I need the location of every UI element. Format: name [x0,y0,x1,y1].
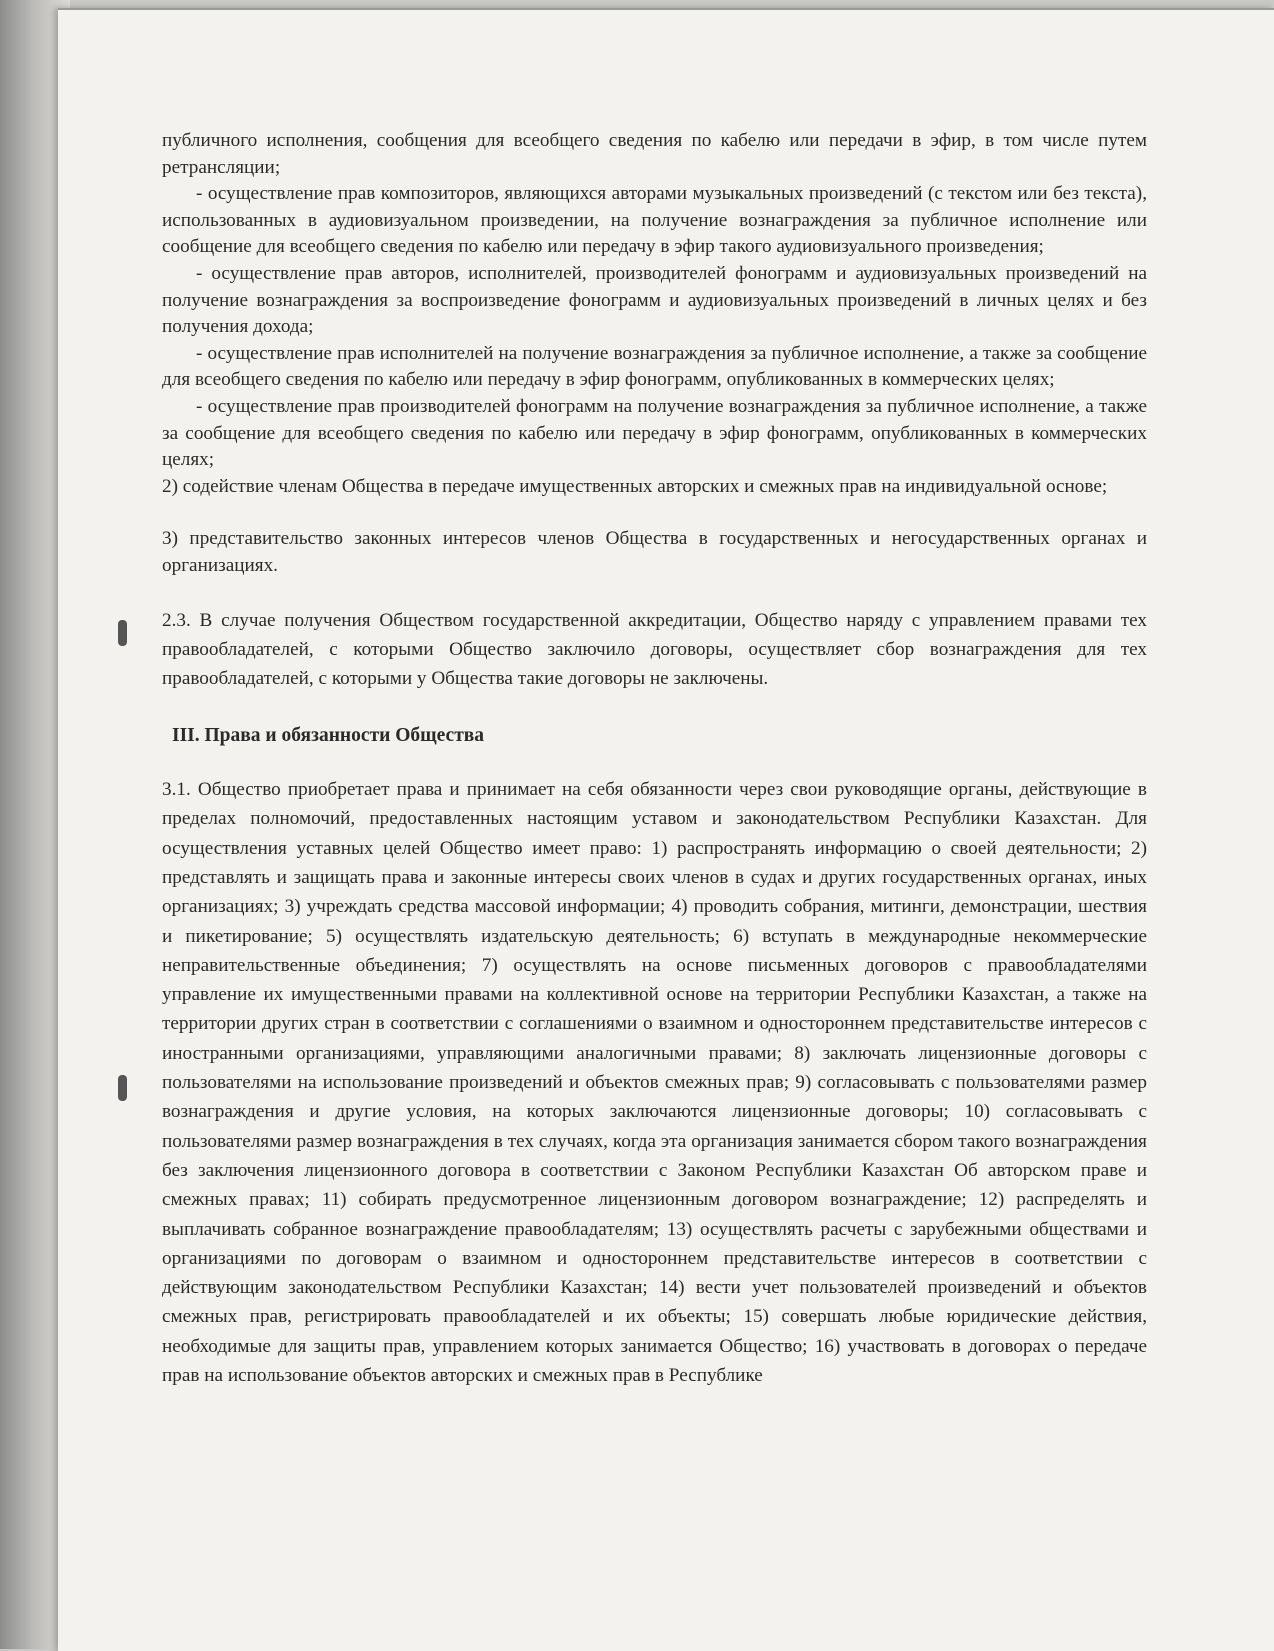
clause-2-3: 2.3. В случае получения Обществом государственной аккредитации, Общество наряду с управлением правами тех правообладателей, с которыми Общество заключило договоры, осуществляет сбор вознаграждения для тех правообладателей, с которыми у Общества такие договоры не заключены. [162,609,1147,689]
binding-hole-top [118,620,127,646]
list-item-performers-rights: - осуществление прав исполнителей на получение вознаграждения за публичное исполнение, а также за сообщение для всеобщего сведения по кабелю или передачу в эфир фонограмм, опубликованных в коммерческих целях; [162,342,1147,391]
list-item-composers-rights: - осуществление прав композиторов, являющихся авторами музыкальных произведений (с текстом или без текста), использованных в аудиовизуальном произведении, на получение вознаграждения за публичное исполнение или сообщение для всеобщего сведения по кабелю или передачу в эфир такого аудиовизуального произведения; [162,183,1147,258]
list-item-private-copying: - осуществление прав авторов, исполнителей, производителей фонограмм и аудиовизуальных произведений на получение вознаграждения за воспроизведение фонограмм и аудиовизуальных произведений в личных целях и без получения дохода; [162,262,1147,338]
item-2-assistance: 2) содействие членам Общества в передаче имущественных авторских и смежных прав на индивидуальной основе; [162,475,1108,497]
clause-3-1: 3.1. Общество приобретает права и принимает на себя обязанности через свои руководящие органы, действующие в пределах полномочий, предоставленных настоящим уставом и законодательством Республики Казахстан. Для осуществления уставных целей Общество имеет право: 1) распространять информацию о своей деятельности; 2) представлять и защищать права и законные интересы своих членов в судах и других государственных органах, иных организациях; 3) учреждать средства массовой информации; 4) проводить собрания, митинги, демонстрации, шествия и пикетирование; 5) осуществлять издательскую деятельность; 6) вступать в международные некоммерческие неправительственные объединения; 7) осуществлять на основе письменных договоров с правообладателями управление их имущественными правами на коллективной основе на территории Республики Казахстан, а также на территории других стран в соответствии с соглашениями о взаимном и одностороннем представительстве интересов с иностранными организациями, управляющими аналогичными правами; 8) заключать лицензионные договоры с пользователями на использование произведений и объектов смежных прав; 9) согласовывать с пользователями размер вознаграждения и другие условия, на которых заключаются лицензионные договоры; 10) согласовывать с пользователями размер вознаграждения в тех случаях, когда эта организация занимается сбором такого вознаграждения без заключения лицензионного договора в соответствии с Законом Республики Казахстан Об авторском праве и смежных правах; 11) собирать предусмотренное лицензионным договором вознаграждение; 12) распределять и выплачивать собранное вознаграждение правообладателям; 13) осуществлять расчеты с зарубежными обществами и организациями по договорам о взаимном и одностороннем представительстве интересов в соответствии с действующим законодательством Республики Казахстан; 14) вести учет пользователей произведений и объектов смежных прав, регистрировать правообладателей и их объекты; 15) совершать любые юридические действия, необходимые для защиты прав, управлением которых занимается Общество; 16) участвовать в договорах о передаче прав на использование объектов авторских и смежных прав в Республике [162,779,1147,1387]
paragraph-continuation: публичного исполнения, сообщения для всеобщего сведения по кабелю или передачи в эфир, в том числе путем ретрансляции; [162,130,1147,178]
item-3-representation: 3) представительство законных интересов членов Общества в государственных и негосударственных органах и организациях. [162,528,1147,576]
document-body [162,128,1147,1390]
section-heading: III. Права и обязанности Общества [172,724,485,746]
list-item-producers-rights: - осуществление прав производителей фонограмм на получение вознаграждения за публичное исполнение, а также за сообщение для всеобщего сведения по кабелю или передачу в эфир фонограмм, опубликованных в коммерческих целях; [162,395,1147,471]
document-page [58,8,1274,1651]
binding-hole-bottom [118,1075,127,1101]
